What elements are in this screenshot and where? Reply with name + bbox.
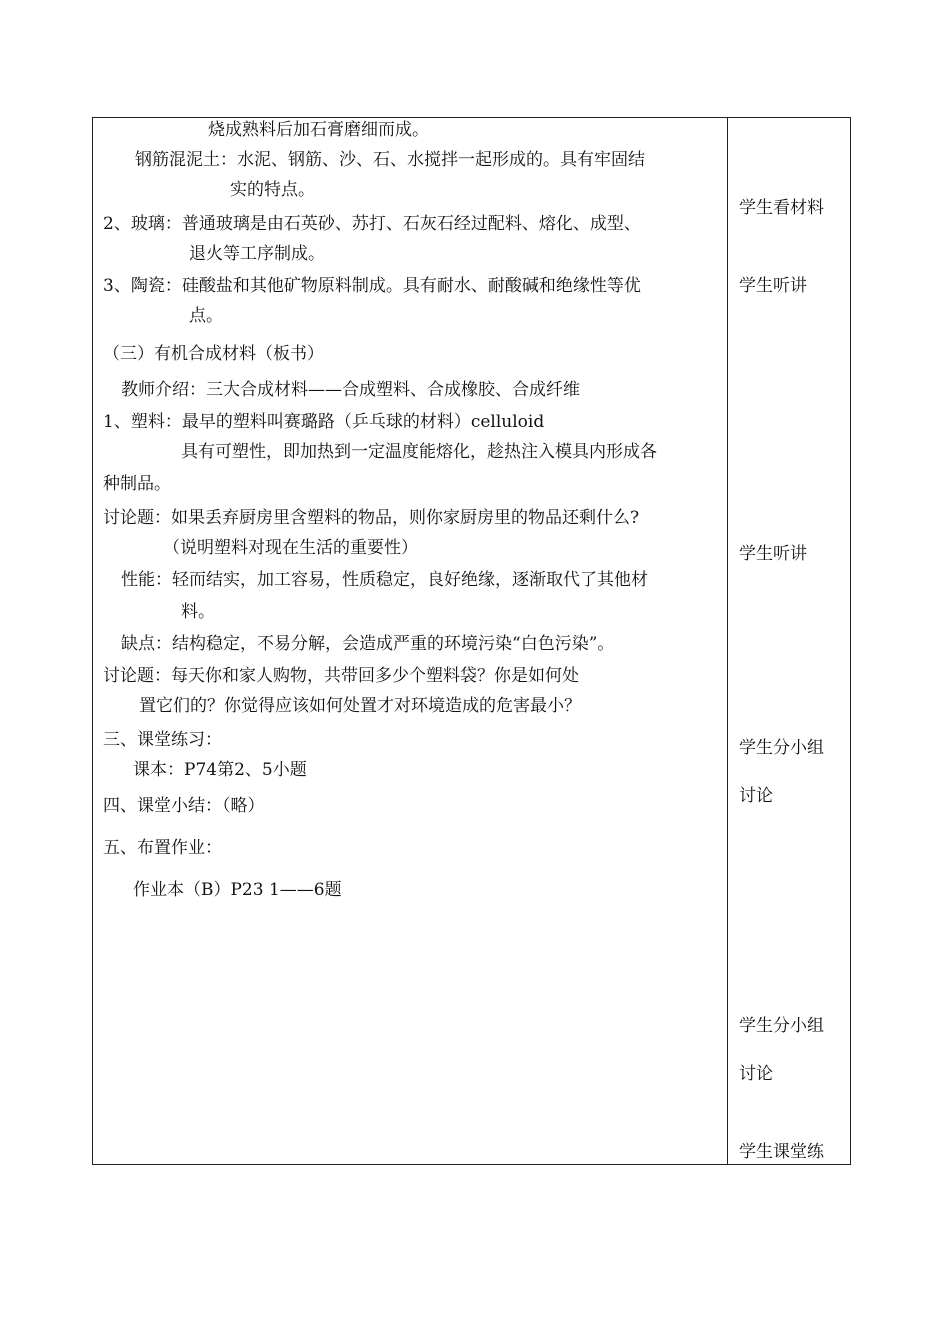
lesson-plan-table	[92, 117, 851, 1165]
student-activity-note: 学生分小组	[739, 738, 824, 758]
student-activity-note: 学生听讲	[739, 544, 807, 564]
content-line: 性能：轻而结实，加工容易，性质稳定，良好绝缘，逐渐取代了其他材	[121, 570, 648, 590]
content-line: 教师介绍：三大合成材料——合成塑料、合成橡胶、合成纤维	[121, 380, 580, 400]
student-activity-note: 学生看材料	[739, 198, 824, 218]
column-divider	[727, 118, 728, 1164]
section-heading: 五、布置作业：	[103, 838, 222, 858]
student-activity-note: 学生分小组	[739, 1016, 824, 1036]
content-line: 种制品。	[103, 474, 171, 494]
student-activity-note: 讨论	[739, 786, 773, 806]
content-line: 实的特点。	[230, 180, 315, 200]
student-activity-note: 学生课堂练	[739, 1142, 824, 1162]
content-line: 料。	[181, 602, 215, 622]
student-activity-note: 讨论	[739, 1064, 773, 1084]
content-line: 退火等工序制成。	[189, 244, 325, 264]
content-line: 2、玻璃：普通玻璃是由石英砂、苏打、石灰石经过配料、熔化、成型、	[103, 214, 641, 234]
content-line: 钢筋混泥土：水泥、钢筋、沙、石、水搅拌一起形成的。具有牢固结	[135, 150, 645, 170]
content-line: 课本：P74第2、5小题	[133, 760, 307, 780]
content-line: 3、陶瓷：硅酸盐和其他矿物原料制成。具有耐水、耐酸碱和绝缘性等优	[103, 276, 641, 296]
discussion-question: 讨论题：每天你和家人购物，共带回多少个塑料袋？你是如何处	[103, 666, 579, 686]
section-heading: 四、课堂小结：（略）	[103, 796, 265, 816]
discussion-question: 讨论题：如果丢弃厨房里含塑料的物品，则你家厨房里的物品还剩什么?	[103, 508, 640, 528]
content-line: 烧成熟料后加石膏磨细而成。	[208, 120, 429, 140]
content-line: 具有可塑性，即加热到一定温度能熔化，趁热注入模具内形成各	[181, 442, 657, 462]
content-line: 点。	[189, 306, 223, 326]
content-line: 作业本（B）P23 1——6题	[133, 880, 342, 900]
section-heading: （三）有机合成材料（板书）	[103, 344, 324, 364]
content-line: 置它们的？你觉得应该如何处置才对环境造成的危害最小？	[139, 696, 581, 716]
content-line: （说明塑料对现在生活的重要性）	[163, 538, 418, 558]
section-heading: 三、课堂练习：	[103, 730, 222, 750]
content-line: 1、塑料：最早的塑料叫赛璐路（乒乓球的材料）celluloid	[103, 412, 545, 432]
student-activity-note: 学生听讲	[739, 276, 807, 296]
content-line: 缺点：结构稳定，不易分解，会造成严重的环境污染“白色污染”。	[121, 634, 615, 654]
